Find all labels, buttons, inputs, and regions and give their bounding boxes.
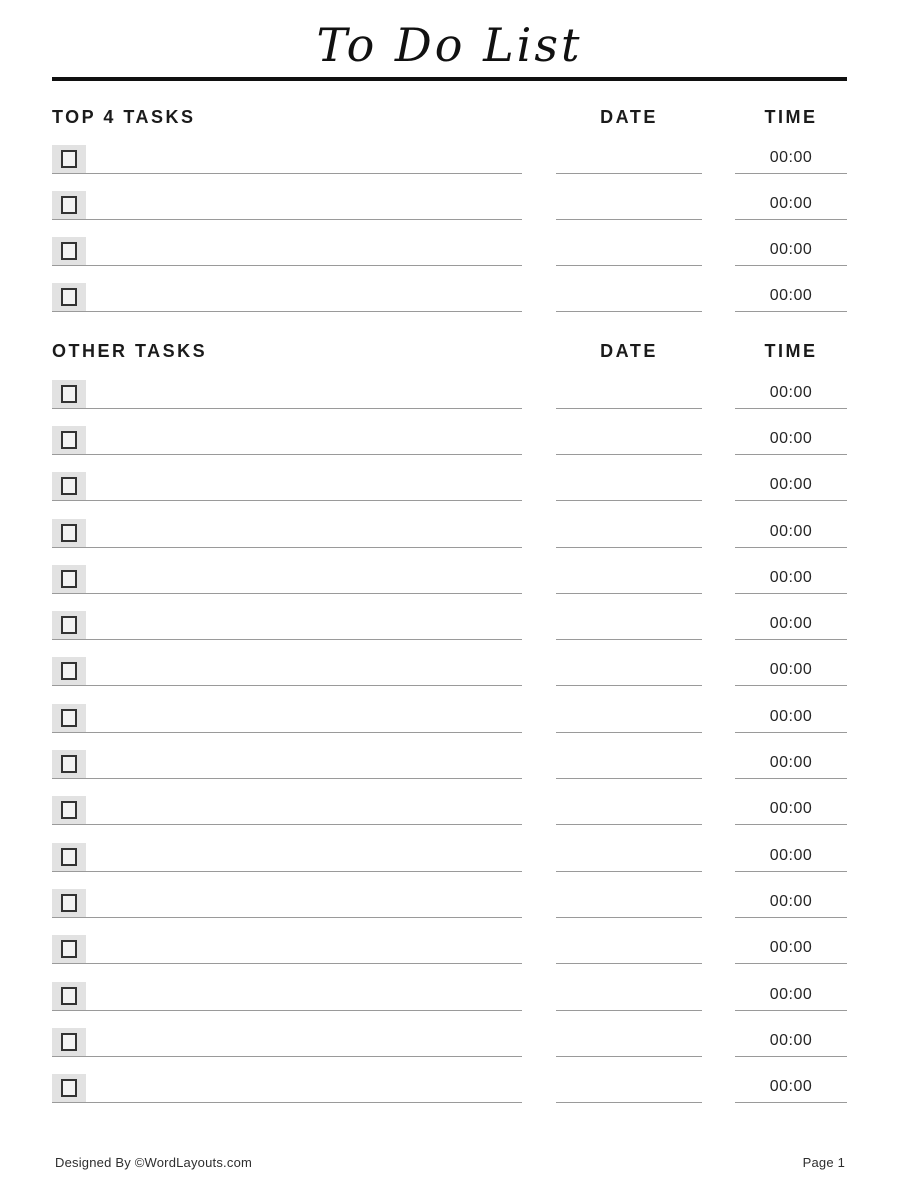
date-field[interactable] <box>556 548 702 594</box>
time-value[interactable]: 00:00 <box>769 707 813 725</box>
task-text-field[interactable] <box>52 1011 522 1057</box>
time-field[interactable] <box>735 686 847 732</box>
time-field[interactable] <box>735 872 847 918</box>
date-field[interactable] <box>556 640 702 686</box>
task-row <box>52 409 847 455</box>
task-row <box>52 1057 847 1103</box>
time-value[interactable]: 00:00 <box>769 800 813 818</box>
task-row <box>52 128 847 174</box>
time-value[interactable]: 00:00 <box>769 383 813 401</box>
task-text-field[interactable] <box>52 220 522 266</box>
section-header <box>52 340 847 362</box>
task-rows <box>52 128 847 312</box>
task-text-field[interactable] <box>52 640 522 686</box>
checkbox-icon[interactable] <box>52 611 86 639</box>
task-row <box>52 548 847 594</box>
task-row <box>52 266 847 312</box>
time-value[interactable]: 00:00 <box>769 522 813 540</box>
time-value[interactable]: 00:00 <box>769 893 813 911</box>
section-heading: TOP 4 TASKS <box>52 107 196 128</box>
time-field[interactable] <box>735 455 847 501</box>
task-text-field[interactable] <box>52 266 522 312</box>
date-column-header: DATE <box>600 341 658 362</box>
page-number: Page 1 <box>802 1155 845 1170</box>
date-field[interactable] <box>556 362 702 408</box>
time-value[interactable]: 00:00 <box>769 241 813 259</box>
time-value[interactable]: 00:00 <box>769 846 813 864</box>
section-heading: OTHER TASKS <box>52 341 208 362</box>
checkbox-icon[interactable] <box>52 472 86 500</box>
section-other-tasks <box>52 340 847 1103</box>
task-text-field[interactable] <box>52 594 522 640</box>
time-value[interactable]: 00:00 <box>769 149 813 167</box>
time-value[interactable]: 00:00 <box>769 615 813 633</box>
date-field[interactable] <box>556 128 702 174</box>
task-row <box>52 455 847 501</box>
time-value[interactable]: 00:00 <box>769 287 813 305</box>
time-value[interactable]: 00:00 <box>769 985 813 1003</box>
date-field[interactable] <box>556 1057 702 1103</box>
task-row <box>52 779 847 825</box>
time-field[interactable] <box>735 362 847 408</box>
checkbox-icon[interactable] <box>52 145 86 173</box>
task-row <box>52 686 847 732</box>
checkbox-icon[interactable] <box>52 704 86 732</box>
date-field[interactable] <box>556 779 702 825</box>
task-text-field[interactable] <box>52 872 522 918</box>
task-row <box>52 964 847 1010</box>
time-value[interactable]: 00:00 <box>769 661 813 679</box>
time-field[interactable] <box>735 174 847 220</box>
checkbox-icon[interactable] <box>52 283 86 311</box>
footer-credit: Designed By ©WordLayouts.com <box>55 1155 253 1170</box>
time-field[interactable] <box>735 266 847 312</box>
task-row <box>52 1011 847 1057</box>
task-text-field[interactable] <box>52 779 522 825</box>
date-field[interactable] <box>556 1011 702 1057</box>
task-row <box>52 220 847 266</box>
checkbox-icon[interactable] <box>52 191 86 219</box>
checkbox-icon[interactable] <box>52 750 86 778</box>
task-row <box>52 825 847 871</box>
task-row <box>52 872 847 918</box>
time-field[interactable] <box>735 501 847 547</box>
checkbox-icon[interactable] <box>52 889 86 917</box>
time-field[interactable] <box>735 548 847 594</box>
task-text-field[interactable] <box>52 964 522 1010</box>
time-field[interactable] <box>735 640 847 686</box>
task-row <box>52 918 847 964</box>
task-text-field[interactable] <box>52 918 522 964</box>
date-field[interactable] <box>556 686 702 732</box>
time-value[interactable]: 00:00 <box>769 476 813 494</box>
todo-list-page <box>0 18 900 1183</box>
time-value[interactable]: 00:00 <box>769 429 813 447</box>
time-value[interactable]: 00:00 <box>769 1032 813 1050</box>
time-field[interactable] <box>735 918 847 964</box>
time-field[interactable] <box>735 128 847 174</box>
checkbox-icon[interactable] <box>52 426 86 454</box>
checkbox-icon[interactable] <box>52 982 86 1010</box>
checkbox-icon[interactable] <box>52 1028 86 1056</box>
date-column-header: DATE <box>600 107 658 128</box>
page-title: To Do List <box>316 18 583 72</box>
date-field[interactable] <box>556 594 702 640</box>
checkbox-icon[interactable] <box>52 657 86 685</box>
task-text-field[interactable] <box>52 174 522 220</box>
date-field[interactable] <box>556 501 702 547</box>
task-row <box>52 594 847 640</box>
date-field[interactable] <box>556 733 702 779</box>
task-row <box>52 501 847 547</box>
section-top-4-tasks <box>52 106 847 312</box>
time-field[interactable] <box>735 220 847 266</box>
checkbox-icon[interactable] <box>52 519 86 547</box>
task-text-field[interactable] <box>52 548 522 594</box>
task-text-field[interactable] <box>52 362 522 408</box>
task-text-field[interactable] <box>52 455 522 501</box>
task-row <box>52 640 847 686</box>
task-text-field[interactable] <box>52 1057 522 1103</box>
task-row <box>52 733 847 779</box>
time-field[interactable] <box>735 409 847 455</box>
task-text-field[interactable] <box>52 409 522 455</box>
task-text-field[interactable] <box>52 686 522 732</box>
date-field[interactable] <box>556 918 702 964</box>
date-field[interactable] <box>556 409 702 455</box>
date-field[interactable] <box>556 872 702 918</box>
checkbox-icon[interactable] <box>52 935 86 963</box>
date-field[interactable] <box>556 266 702 312</box>
time-field[interactable] <box>735 779 847 825</box>
time-field[interactable] <box>735 825 847 871</box>
checkbox-icon[interactable] <box>52 237 86 265</box>
task-row <box>52 362 847 408</box>
time-value[interactable]: 00:00 <box>769 754 813 772</box>
time-field[interactable] <box>735 733 847 779</box>
task-text-field[interactable] <box>52 128 522 174</box>
date-field[interactable] <box>556 964 702 1010</box>
time-value[interactable]: 00:00 <box>769 568 813 586</box>
time-field[interactable] <box>735 1057 847 1103</box>
task-text-field[interactable] <box>52 733 522 779</box>
time-field[interactable] <box>735 594 847 640</box>
title-divider <box>52 77 847 81</box>
page-footer <box>55 1155 845 1170</box>
date-field[interactable] <box>556 825 702 871</box>
time-value[interactable]: 00:00 <box>769 939 813 957</box>
date-field[interactable] <box>556 174 702 220</box>
task-rows <box>52 362 847 1103</box>
time-column-header: TIME <box>764 341 818 362</box>
section-header <box>52 106 847 128</box>
checkbox-icon[interactable] <box>52 843 86 871</box>
checkbox-icon[interactable] <box>52 380 86 408</box>
time-field[interactable] <box>735 1011 847 1057</box>
task-text-field[interactable] <box>52 825 522 871</box>
date-field[interactable] <box>556 455 702 501</box>
task-text-field[interactable] <box>52 501 522 547</box>
checkbox-icon[interactable] <box>52 1074 86 1102</box>
task-row <box>52 174 847 220</box>
time-field[interactable] <box>735 964 847 1010</box>
date-field[interactable] <box>556 220 702 266</box>
checkbox-icon[interactable] <box>52 565 86 593</box>
time-column-header: TIME <box>764 107 818 128</box>
time-value[interactable]: 00:00 <box>769 1078 813 1096</box>
time-value[interactable]: 00:00 <box>769 195 813 213</box>
checkbox-icon[interactable] <box>52 796 86 824</box>
